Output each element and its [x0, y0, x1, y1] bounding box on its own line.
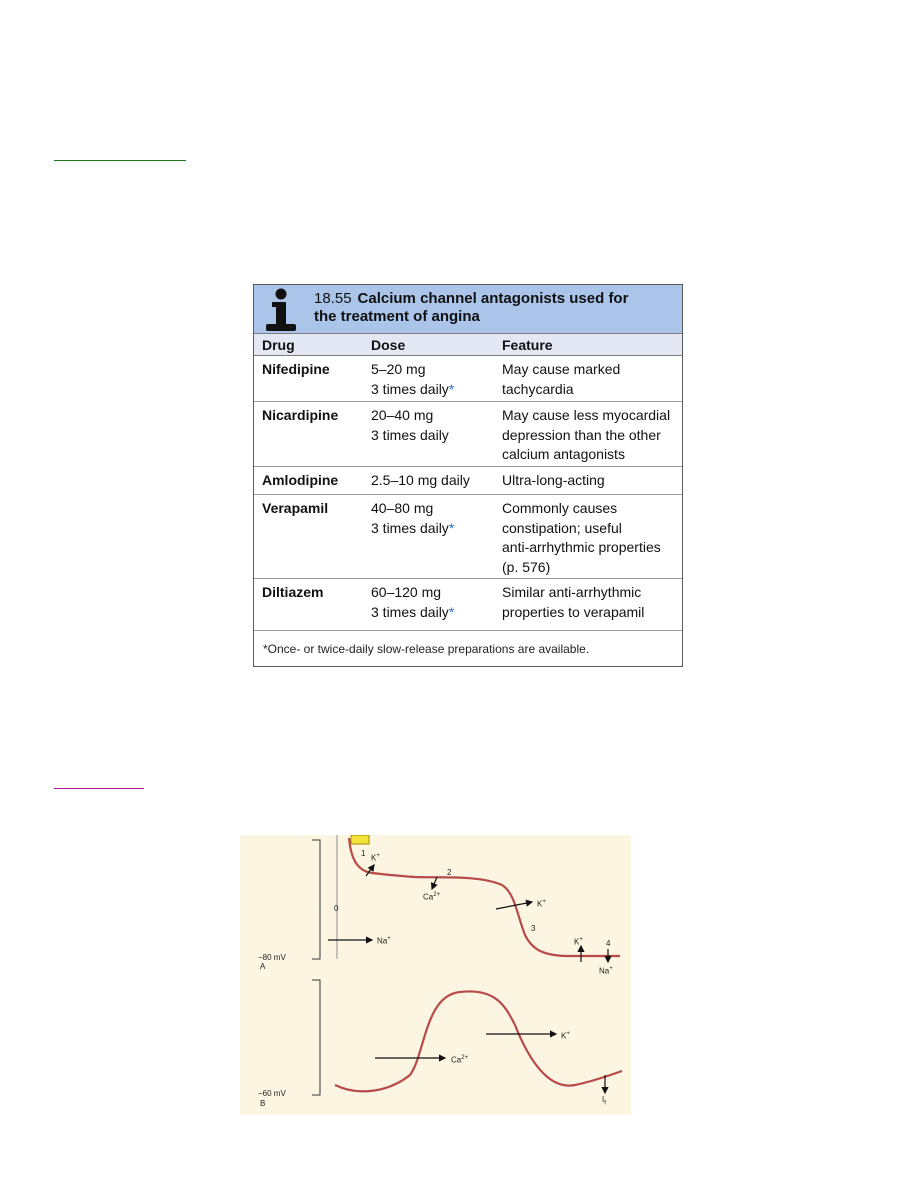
column-header-dose: Dose	[371, 337, 406, 353]
label-phase4: 4	[606, 939, 611, 948]
drug-name: Verapamil	[262, 500, 329, 516]
drug-dose: 60–120 mg 3 times daily*	[371, 584, 455, 620]
table-row	[254, 495, 682, 579]
table-title-line2: the treatment of angina	[314, 308, 480, 325]
label-na-a: Na+	[377, 936, 391, 946]
label-ca-b: $Ca^{2+}$	[451, 1055, 469, 1065]
drug-name: Amlodipine	[262, 472, 339, 488]
table-number: 18.55	[314, 290, 352, 307]
drug-dose: 5–20 mg 3 times daily*	[371, 361, 455, 397]
label-panel-b: B	[260, 1099, 266, 1108]
drug-feature: May cause less myocardial depression than the other calcium antagonists	[502, 407, 671, 462]
drug-feature: May cause marked tachycardia	[502, 361, 621, 397]
label-phase3: 3	[531, 924, 536, 933]
table-row	[254, 579, 682, 631]
table-footnote: *Once- or twice-daily slow-release preparations are available.	[263, 642, 590, 656]
table-row	[254, 356, 682, 402]
label-k-phase3: K+	[537, 899, 546, 909]
drug-dose: 20–40 mg 3 times daily	[371, 407, 449, 443]
hyperlink-underline[interactable]	[54, 160, 186, 161]
column-headers	[254, 333, 682, 356]
label-ca-phase2: $Ca^{2+}$	[423, 892, 441, 902]
label-minus60mv: −60 mV	[258, 1089, 286, 1098]
axis-bracket-a	[312, 840, 320, 959]
table-title	[314, 290, 674, 326]
drug-name: Diltiazem	[262, 584, 324, 600]
drug-name: Nicardipine	[262, 407, 339, 423]
drug-feature: Ultra-long-acting	[502, 472, 605, 488]
table-title-line1: Calcium channel antagonists used for	[357, 290, 629, 307]
table-header	[254, 285, 682, 333]
stimulus-marker	[351, 835, 369, 844]
label-panel-a: A	[260, 962, 266, 971]
label-phase0: 0	[334, 904, 339, 913]
label-k-phase1: K+	[371, 853, 380, 863]
pacemaker-curve-b	[335, 991, 622, 1091]
drug-info-table	[253, 284, 683, 667]
drug-dose: 2.5–10 mg daily	[371, 472, 470, 488]
column-header-feature: Feature	[502, 337, 553, 353]
label-minus80mv: −80 mV	[258, 953, 286, 962]
axis-bracket-b	[312, 980, 320, 1095]
label-phase2: 2	[447, 868, 452, 877]
drug-name: Nifedipine	[262, 361, 330, 377]
table-row	[254, 467, 682, 495]
label-phase1: 1	[361, 849, 366, 858]
label-if-b: $I_f$	[602, 1095, 606, 1107]
label-na-phase4: Na+	[599, 966, 613, 976]
hyperlink-underline[interactable]	[54, 788, 144, 789]
action-potential-figure	[240, 835, 631, 1115]
ca-arrow-phase2	[432, 877, 437, 889]
drug-feature: Commonly causes constipation; useful anti-arrhythmic properties (p. 576)	[502, 500, 661, 575]
action-potential-diagram	[240, 835, 631, 1115]
table-row	[254, 402, 682, 467]
label-k-phase4: K+	[574, 937, 583, 947]
k-arrow-phase1	[366, 865, 374, 876]
drug-dose: 40–80 mg 3 times daily*	[371, 500, 455, 536]
label-k-b: K+	[561, 1031, 570, 1041]
drug-feature: Similar anti-arrhythmic properties to verapamil	[502, 584, 645, 620]
column-header-drug: Drug	[262, 337, 295, 353]
info-icon	[262, 288, 300, 332]
